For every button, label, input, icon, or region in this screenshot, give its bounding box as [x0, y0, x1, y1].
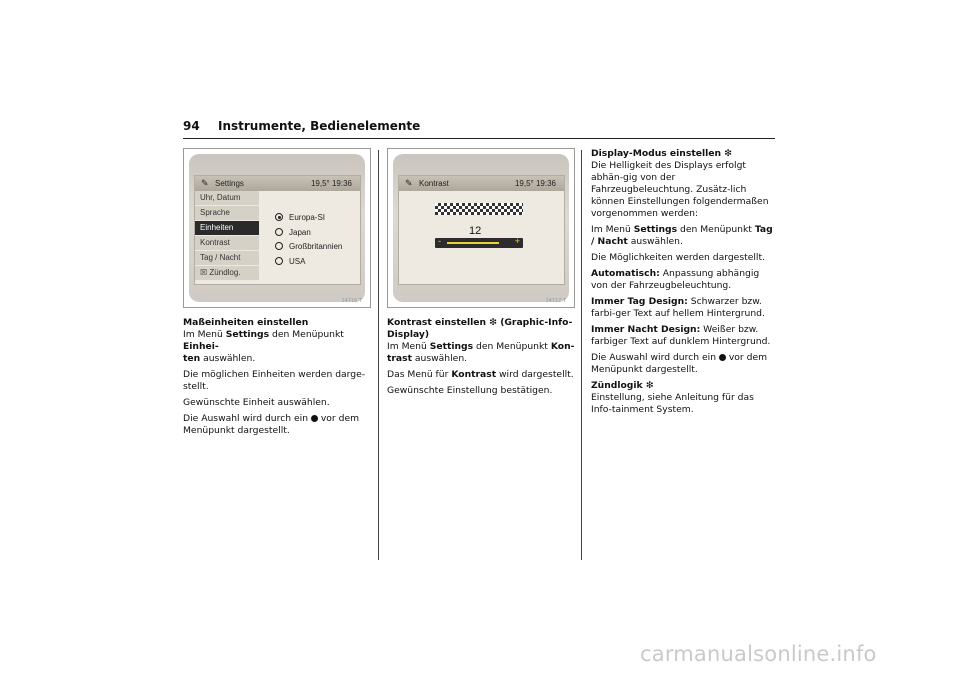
option-label: Japan [289, 228, 311, 237]
column-divider [581, 150, 582, 560]
contrast-value: 12 [469, 225, 482, 237]
radio-icon [275, 242, 283, 250]
column-divider [378, 150, 379, 560]
paragraph: Einstellung, siehe Anleitung für das Info-tainment System. [591, 392, 754, 415]
gear-icon: ❇ [645, 380, 654, 391]
option-label: Großbritannien [289, 242, 343, 251]
paragraph: Die möglichen Einheiten werden darge-stellt. [183, 369, 366, 392]
menu-item-label: Zündlog. [209, 268, 241, 277]
menu-item-uhr-datum[interactable]: Uhr, Datum [195, 191, 259, 206]
unit-option-europa-si[interactable] [275, 212, 325, 224]
paragraph: Die Auswahl wird durch ein vor dem Menüpunkt dargestellt. [591, 352, 768, 375]
paragraph: Immer Tag Design: Schwarzer bzw. farbi-ger Text auf hellem Hintergrund. [591, 296, 765, 319]
page-number: 94 [183, 119, 200, 133]
screen-title: Kontrast [419, 179, 449, 188]
settings-units-figure [183, 148, 371, 308]
display-screen [194, 175, 361, 285]
slider-minus[interactable]: - [438, 236, 441, 246]
paragraph: Die Helligkeit des Displays erfolgt abhän-gig von der Fahrzeugbeleuchtung. Zusätz-lich können Einstellungen folgendermaßen vorgenommen werden: [591, 160, 769, 219]
unit-option-grossbritannien[interactable] [275, 241, 342, 253]
watermark-text: carmanualsonline.info [640, 642, 877, 666]
option-label: USA [289, 257, 306, 266]
contrast-test-pattern [435, 203, 523, 215]
paragraph: Gewünschte Einstellung bestätigen. [387, 385, 553, 396]
menu-item-einheiten[interactable]: Einheiten [195, 221, 259, 236]
gear-icon: ❇ [724, 148, 732, 159]
screen-title: Settings [215, 179, 244, 188]
menu-item-zuendlogik[interactable] [195, 266, 259, 281]
paragraph: Gewünschte Einheit auswählen. [183, 397, 330, 408]
contrast-figure [387, 148, 575, 308]
radio-icon [275, 257, 283, 265]
section-heading: Zündlogik ❇ [591, 380, 654, 391]
option-label: Europa-SI [289, 213, 326, 222]
menu-item-sprache[interactable]: Sprache [195, 206, 259, 221]
radio-selected-icon [275, 213, 283, 221]
paragraph: Die Auswahl wird durch ein vor dem Menüpunkt dargestellt. [183, 413, 360, 436]
display-screen [398, 175, 565, 285]
contrast-slider[interactable] [435, 238, 523, 248]
section-heading: Display-Modus einstellen ❇ [591, 148, 732, 159]
slider-fill [447, 242, 499, 244]
gear-icon: ❇ [489, 317, 497, 328]
settings-icon: ✎ [405, 178, 413, 188]
settings-icon: ✎ [201, 178, 209, 188]
slider-plus[interactable]: + [514, 236, 520, 246]
paragraph: Im Menü Settings den Menüpunkt Kon- trast auswählen. [387, 341, 575, 364]
section-heading: Maßeinheiten einstellen [183, 317, 309, 328]
column-1-text [183, 317, 373, 441]
column-2-text [387, 317, 575, 401]
paragraph: Im Menü Settings den Menüpunkt Tag / Nacht auswählen. [591, 224, 773, 247]
settings-menu [195, 191, 259, 281]
page-title: Instrumente, Bedienelemente [218, 119, 421, 133]
radio-icon [275, 228, 283, 236]
section-heading: Kontrast einstellen ❇ (Graphic-Info-Display) [387, 317, 573, 340]
paragraph: Das Menü für Kontrast wird dargestellt. [387, 369, 574, 380]
screen-titlebar [195, 176, 360, 191]
paragraph: Im Menü Settings den Menüpunkt Einhei- ten auswählen. [183, 329, 344, 364]
paragraph: Immer Nacht Design: Weißer bzw. farbiger Text auf dunklem Hintergrund. [591, 324, 771, 347]
screen-status: 19,5° 19:36 [310, 179, 352, 188]
screen-status: 19,5° 19:36 [514, 179, 556, 188]
filled-dot-icon [719, 354, 726, 361]
unit-option-japan[interactable] [275, 227, 311, 239]
column-3-text [591, 148, 777, 420]
header-rule [183, 138, 775, 139]
screen-titlebar [399, 176, 564, 191]
unit-option-usa[interactable] [275, 256, 305, 268]
menu-item-tag-nacht[interactable]: Tag / Nacht [195, 251, 259, 266]
paragraph: Die Möglichkeiten werden dargestellt. [591, 252, 765, 263]
menu-item-kontrast[interactable]: Kontrast [195, 236, 259, 251]
checkbox-icon: ☒ [200, 268, 208, 277]
figure-number: 14716 T [341, 298, 362, 304]
filled-dot-icon [311, 415, 318, 422]
paragraph: Automatisch: Anpassung abhängig von der Fahrzeugbeleuchtung. [591, 268, 760, 291]
figure-number: 14717 T [545, 298, 566, 304]
